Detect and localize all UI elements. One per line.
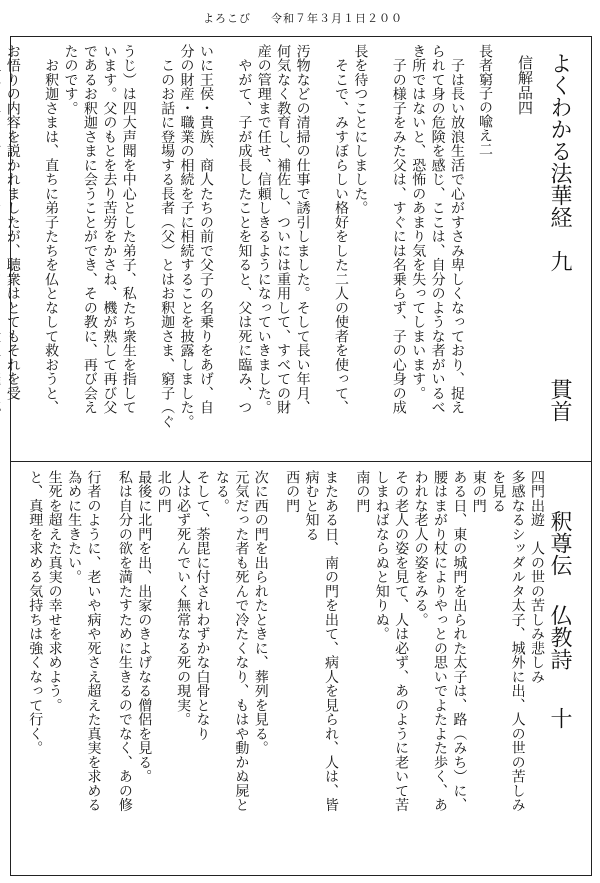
- west-gate-heading: 西の門: [284, 470, 301, 513]
- poem-line: 病むと知る: [303, 470, 320, 542]
- body-line: 分の財産・職業の相続を子に相続することを披露しました。: [178, 44, 195, 429]
- east-gate-heading: 東の門: [470, 470, 487, 513]
- poem-body-text: [27, 470, 546, 870]
- body-line: 産の管理まで任せ、信頼しきるようになっていきました。: [255, 44, 272, 415]
- body-line: [0, 44, 2, 454]
- buddha-biography-title: 釈尊伝: [547, 510, 572, 576]
- body-line: いに王侯・貴族、商人たちの前で父子の名乗りをあげ、自: [197, 44, 214, 415]
- body-line: 長を待つことにしました。: [352, 44, 369, 215]
- section-divider: [10, 461, 592, 462]
- body-line: 何気なく教育し、補佐し、ついには重用して、すべての財: [275, 44, 292, 415]
- author-label: 貫首: [547, 378, 572, 422]
- body-line: き所ではないと、恐怖のあまり気を失ってしまいます。: [410, 44, 427, 401]
- south-gate-heading: 南の門: [354, 470, 371, 513]
- poem-line: またある日、南の門を出て、病人を見られ、人は、皆: [322, 470, 339, 812]
- poem-line: 元気だった者も死んで冷たくなり、もはや動かぬ屍と: [233, 470, 250, 812]
- body-line: たのです。: [62, 44, 79, 116]
- poem-line: 行者のように、老いや病や死さえ超えた真実を求める: [85, 470, 102, 812]
- poem-line: 最後に北門を出、出家のきよげなる僧侶を見る。: [136, 470, 153, 784]
- body-line: 子は長い放浪生活で心がすさみ卑しくなっており、捉え: [449, 44, 465, 415]
- body-line: います。父のもとを去り苦労をかさね、機が熟して再び父: [101, 44, 118, 415]
- buddhist-poem-title: 仏教詩: [547, 604, 572, 670]
- body-line: そこで、みすぼらしい格好をした二人の使者を使って、: [332, 44, 349, 415]
- lotus-body-text: [4, 44, 466, 454]
- poem-line: われな老人の姿をみる。: [412, 470, 429, 627]
- poem-line: 人は必ず死んでいく無常なる死の現実。: [175, 470, 192, 727]
- poem-line: と、真理を求める気持ちは強くなって行く。: [27, 470, 44, 755]
- body-line: 子の様子をみた父は、すぐには名乗らず、子の心身の成: [390, 44, 407, 415]
- body-line: お悟りの内容を説かれましたが、聴衆はとてもそれを受: [4, 44, 21, 401]
- poem-line: そして、荼毘に付されわずかな白骨となり: [194, 470, 211, 741]
- poem-subtitle: 四門出遊 人の世の苦しみ悲しみ: [529, 470, 545, 684]
- body-line: であるお釈迦さまに会うことができ、その教に、再び会え: [81, 44, 98, 415]
- body-line: このお話に登場する長者（父）とはお釈迦さま、窮子（ぐ: [159, 44, 176, 429]
- poem-line: 腰はまがり杖によりやっとの思いでよたよた歩く、あ: [431, 470, 448, 812]
- body-line: やがて、子が成長したことを知ると、父は死に臨み、つ: [236, 44, 253, 415]
- body-line: られて身の危険を感じ、ここは、自分のような者がいるべ: [429, 44, 446, 415]
- poem-line: 生死を超えた真実の幸せを求めよう。: [46, 470, 63, 713]
- poem-line: しまねばならぬと知りぬ。: [373, 470, 390, 641]
- poem-number: 十: [547, 707, 572, 729]
- body-line: 汚物などの清掃の仕事で誘引しました。そして長い年月、: [294, 44, 311, 415]
- poem-line: ある日、東の城門を出られた太子は、路（みち）に、: [451, 470, 468, 812]
- poem-line: 次に西の門を出られたときに、葬列を見る。: [252, 470, 269, 755]
- poem-line: なる。: [213, 470, 230, 513]
- page-header: [0, 8, 600, 28]
- body-line: お釈迦さまは、直ちに弟子たちを仏となして救おうと、: [43, 44, 60, 415]
- issue-date: 令和７年３月１日２００: [271, 12, 403, 25]
- poem-line: 私は自分の欲を満たすために生きるのでなく、あの修: [116, 470, 133, 812]
- publication-name: よろこび: [203, 12, 251, 25]
- body-line: うじ）は四大声聞を中心とした弟子、私たち衆生を指して: [120, 44, 137, 415]
- poem-line: を見る: [490, 470, 507, 513]
- parable-heading: 長者窮子の喩え二: [477, 44, 493, 156]
- chapter-heading: 信解品四: [516, 55, 534, 115]
- poem-line: その老人の姿を見て、人は必ず、あのように老いて苦: [393, 470, 410, 812]
- poem-line: 為めに生きたい。: [66, 470, 83, 584]
- lotus-sutra-title: よくわかる法華経 九: [547, 52, 572, 272]
- poem-line: 多感なるシッダルタ太子、城外に出、人の世の苦しみ: [509, 470, 526, 812]
- north-gate-heading: 北の門: [155, 470, 172, 513]
